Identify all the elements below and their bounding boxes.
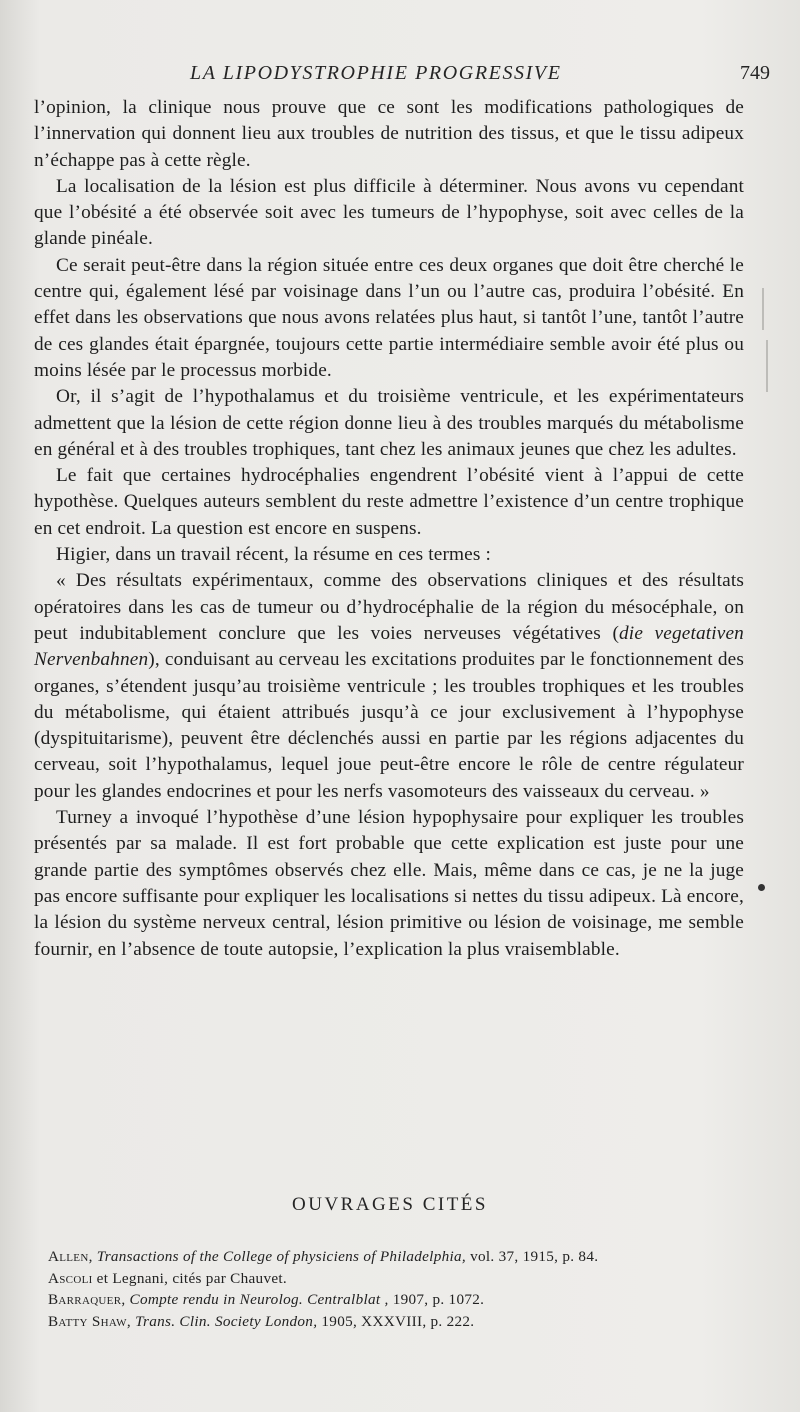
reference-work: Trans. Clin. Society London, [135,1312,318,1330]
page-number: 749 [740,62,770,84]
paragraph-hydrocephalies: Le fait que certaines hydrocéphalies engendrent l’obésité vient à l’appui de cette hypothèse. Quelques auteurs semblent du reste admettre l’existence d’un centre trophique en cet endroit. La question est encore en suspens. [34,465,744,539]
reference-author: Barraquer, [48,1291,126,1308]
margin-pencil-mark [766,340,768,392]
quotation-german-term: die vegetativen Nervenbahnen [34,622,744,671]
margin-ink-dot [758,884,765,891]
running-head [32,62,770,86]
body-text [34,95,744,963]
running-title: LA LIPODYSTROPHIE PROGRESSIVE [190,62,562,84]
reference-item [48,1311,748,1333]
reference-item [48,1246,748,1268]
paragraph-localisation: La localisation de la lésion est plus difficile à déterminer. Nous avons vu cependant que l’obésité a été observée soit avec les tumeurs de l’hypophyse, soit avec celles de la glande pinéale. [34,175,744,250]
references-list [48,1246,748,1332]
reference-details: 1907, p. 1072. [388,1291,485,1308]
reference-work: Compte rendu in Neurolog. Centralblat , [129,1291,389,1308]
reference-author: Batty Shaw, [48,1312,131,1330]
paragraph-hypothalamus: Or, il s’agit de l’hypothalamus et du troisième ventricule, et les expérimentateurs admettent que la lésion de cette région donne lieu à des troubles marqués du métabolisme en général et à des troubles trophiques, tant chez les animaux jeunes que chez les adultes. [34,386,744,460]
margin-pencil-mark [762,288,764,330]
reference-details: 1905, XXXVIII, p. 222. [317,1312,475,1330]
references-title: OUVRAGES CITÉS [292,1194,488,1215]
reference-work: Transactions of the College of physiciens of Philadelphia, [96,1248,466,1265]
reference-item [48,1289,748,1311]
reference-author: Ascoli [48,1269,93,1287]
paragraph-turney: Turney a invoqué l’hypothèse d’une lésion hypophysaire pour expliquer les troubles présentés par sa malade. Il est fort probable que cette explication est juste pour une grande partie des symptômes observés chez elle. Mais, même dans ce cas, je ne la juge pas encore suffisante pour expliquer les localisations si nettes du tissu adipeux. Là encore, la lésion du système nerveux central, lésion primitive ou lésion de voisinage, me semble fournir, en l’absence de toute autopsie, l’explication la plus vraisemblable. [34,807,744,960]
quotation [34,568,744,805]
quotation-text-start: « Des résultats expérimentaux, comme des observations cliniques et des résultats opératoires dans les cas de tumeur ou d’hydrocéphalie de la région du mésocéphale, on peut indubitablement conclure que les voies nerveuses végétatives ( [34,570,744,644]
paragraph-centre: Ce serait peut-être dans la région située entre ces deux organes que doit être cherché le centre qui, également lésé par voisinage dans l’un ou l’autre cas, produira l’obésité. En effet dans les observations que nous avons relatées plus haut, si tantôt l’une, tantôt l’autre de ces glandes était épargnée, toujours cette partie intermédiaire semble avoir été plus ou moins lésée par le processus morbide. [34,254,744,381]
paragraph-higier: Higier, dans un travail récent, la résume en ces termes : [56,544,492,566]
reference-details: vol. 37, 1915, p. 84. [466,1248,599,1265]
quotation-text-end: ), conduisant au cerveau les excitations produites par le fonctionnement des organes, s’étendent jusqu’au troisième ventricule ; les troubles trophiques et les troubles du métabolisme, qui étaient attribués jusqu’à ce jour exclusivement à l’hypophyse (dyspituitarisme), peuvent être déclenchés aussi en partie par les régions adjacentes du cerveau, soit l’hypothalamus, lequel joue peut-être encore le rôle de centre régulateur pour les glandes endocrines et pour les nerfs vasomoteurs des vaisseaux du cerveau. » [34,649,744,802]
reference-item [48,1268,748,1290]
paragraph-continuation: l’opinion, la clinique nous prouve que ce sont les modifications pathologiques de l’innervation qui donnent lieu aux troubles de nutrition des tissus, et que le tissu adipeux n’échappe pas à cette règle. [34,97,744,171]
reference-author: Allen, [48,1248,93,1265]
reference-details: et Legnani, cités par Chauvet. [92,1269,287,1287]
